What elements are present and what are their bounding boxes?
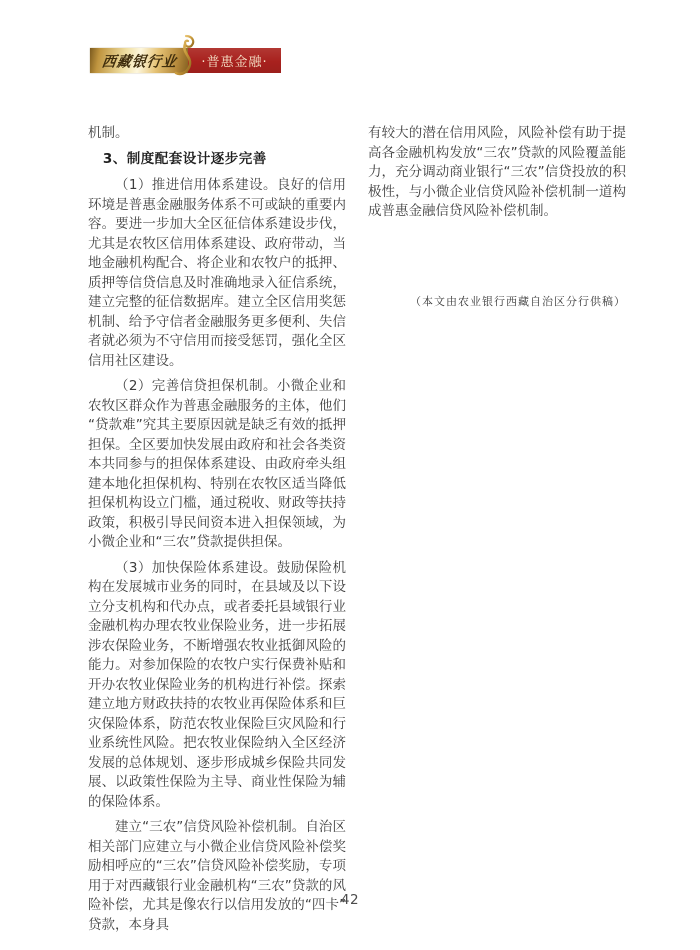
paragraph-credit-system: （1）推进信用体系建设。良好的信用环境是普惠金融服务体系不可或缺的重要内容。要进一步加大全区征信体系建设步伐，尤其是农牧区信用体系建设、政府带动，当地金融机构配合、将企业和农牧户的抵押、质押等信贷信息及时准确地录入征信系统，建立完整的征信数据库。建立全区信用奖惩机制、给予守信者金融服务更多便利、失信者就必须为不守信用而接受惩罚，强化全区信用社区建设。 xyxy=(88,177,346,369)
page-header-brand xyxy=(90,48,281,73)
paragraph-continuation: 机制。 xyxy=(88,125,129,141)
right-column xyxy=(368,124,626,317)
section-heading: 3、制度配套设计逐步完善 xyxy=(102,150,267,167)
page-number: 42 xyxy=(340,892,360,908)
brand-subtitle: ·普惠金融· xyxy=(201,55,268,70)
paragraph-guarantee-mechanism: （2）完善信贷担保机制。小微企业和农牧区群众作为普惠金融服务的主体，他们“贷款难”究其主要原因就是缺乏有效的抵押担保。全区要加快发展由政府和社会各类资本共同参与的担保体系建设、由政府牵头组建本地化担保机构、特别在农牧区适当降低担保机构设立门槛，通过税收、财政等扶持政策，积极引导民间资本进入担保领域，为小微企业和“三农”贷款提供担保。 xyxy=(88,378,346,550)
gold-flourish-icon xyxy=(172,34,198,78)
left-column xyxy=(88,124,346,941)
brand-red-band xyxy=(188,48,281,73)
paragraph-insurance-system: （3）加快保险体系建设。鼓励保险机构在发展城市业务的同时，在县域及以下设立分支机构和代办点，或者委托县域银行业金融机构办理农牧业保险业务，进一步拓展涉农保险业务，不断增强农牧业抵御风险的能力。对参加保险的农牧户实行保费补贴和开办农牧业保险业务的机构进行补偿。探索建立地方财政扶持的农牧业再保险体系和巨灾保险体系，防范农牧业保险巨灾风险和行业系统性风险。把农牧业保险纳入全区经济发展的总体规划、逐步形成城乡保险共同发展、以政策性保险为主导、商业性保险为辅的保险体系。 xyxy=(88,559,346,810)
brand-title-calligraphy: 西藏银行业 xyxy=(100,53,178,70)
paragraph-continuation: 有较大的潜在信用风险，风险补偿有助于提高各金融机构发放“三农”贷款的风险覆盖能力，充分调动商业银行“三农”信贷投放的积极性，与小微企业信贷风险补偿机制一道构成普惠金融信贷风险补偿机制。 xyxy=(368,125,626,219)
attribution-line: （本文由农业银行西藏自治区分行供稿） xyxy=(410,294,626,308)
paragraph-risk-compensation: 建立“三农”信贷风险补偿机制。自治区相关部门应建立与小微企业信贷风险补偿奖励相呼应的“三农”信贷风险补偿奖励，专项用于对西藏银行业金融机构“三农”贷款的风险补偿，尤其是像农行以信用发放的“四卡”贷款，本身具 xyxy=(88,819,346,933)
